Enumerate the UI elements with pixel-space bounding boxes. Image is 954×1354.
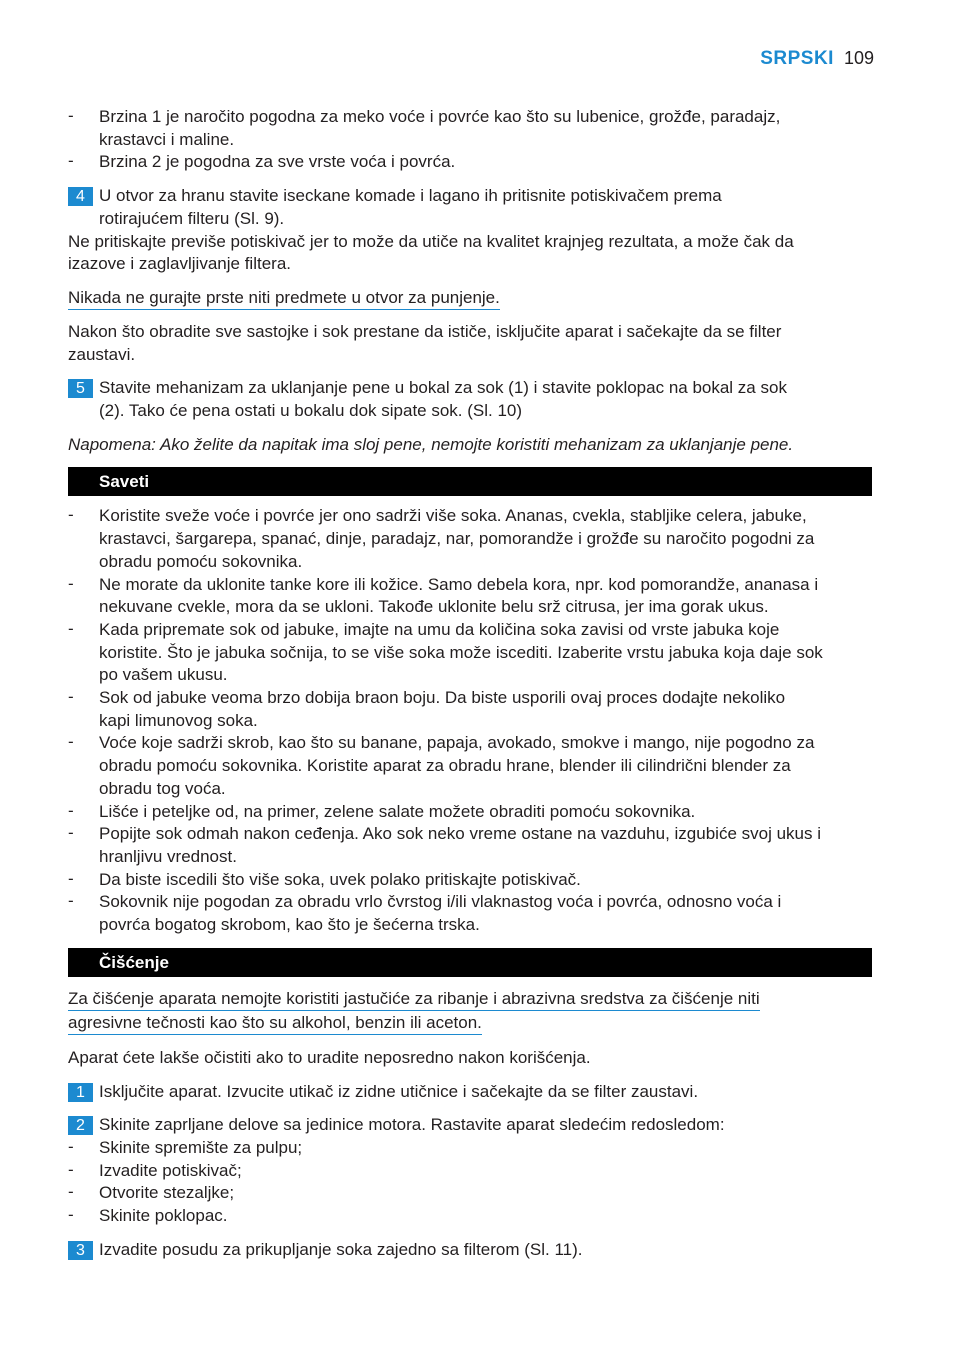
text-line: koristite. Što je jabuka sočnija, to se više soka može iscediti. Izaberite vrstu jabuka koja daje sok	[99, 642, 823, 662]
bullet-dash: -	[68, 106, 74, 125]
text-line: Skinite poklopac.	[99, 1206, 228, 1226]
step-number-badge: 2	[68, 1116, 93, 1135]
text-line: nekuvane cvekle, mora da se ukloni. Takođe uklonite belu srž citrusa, jer ima gorak ukus.	[99, 597, 769, 617]
text-line: Izvadite posudu za prikupljanje soka zajedno sa filterom (Sl. 11).	[99, 1239, 583, 1259]
bullet-dash: -	[68, 1136, 74, 1156]
bullet-dash: -	[68, 687, 74, 707]
clean-step-2	[68, 1114, 872, 1137]
text-line: Ne pritiskajte previše potiskivač jer to može da utiče na kvalitet krajnjeg rezultata, a može čak da	[68, 231, 794, 251]
text-line: Voće koje sadrži skrob, kao što su banane, papaja, avokado, smokve i mango, nije pogodno za	[99, 733, 815, 753]
list-item	[68, 687, 872, 732]
step-number-badge: 5	[68, 379, 93, 398]
bullet-dash: -	[68, 823, 74, 843]
bullet-dash: -	[68, 732, 74, 752]
bullet-dash: -	[68, 573, 74, 593]
bullet-dash: -	[68, 868, 74, 888]
bullet-dash: -	[68, 1159, 74, 1179]
bullet-dash: -	[68, 505, 74, 525]
bullet-dash: -	[68, 1182, 74, 1202]
list-item	[68, 619, 872, 687]
list-item	[68, 732, 872, 800]
section-heading-tips: Saveti	[68, 467, 872, 496]
paragraph-press	[68, 231, 872, 276]
text-line: krastavci i maline.	[99, 129, 235, 149]
list-item	[68, 505, 872, 573]
warning-text: Za čišćenje aparata nemojte koristiti jastučiće za ribanje i abrazivna sredstva za čišćenje niti	[68, 988, 760, 1011]
warning-text: agresivne tečnosti kao što su alkohol, benzin ili aceton.	[68, 1012, 482, 1035]
page-content	[68, 106, 872, 1261]
language-label: SRPSKI	[760, 48, 834, 69]
text-line: Isključite aparat. Izvucite utikač iz zidne utičnice i sačekajte da se filter zaustavi.	[99, 1081, 699, 1101]
list-item	[68, 891, 872, 936]
warning-cleaning	[68, 988, 872, 1036]
text-line: zaustavi.	[68, 344, 136, 364]
text-line: Skinite spremište za pulpu;	[99, 1137, 303, 1157]
warning-text: Nikada ne gurajte prste niti predmete u otvor za punjenje.	[68, 287, 500, 310]
step-5	[68, 377, 872, 422]
list-item	[68, 869, 872, 892]
text-line: kapi limunovog soka.	[99, 710, 258, 730]
text-line: Kada pripremate sok od jabuke, imajte na umu da količina soka zavisi od vrste jabuka koje	[99, 619, 780, 639]
page-header	[760, 48, 874, 70]
text-line: Brzina 1 je naročito pogodna za meko voće i povrće kao što su lubenice, grožđe, paradajz,	[99, 107, 781, 126]
text-line: obradu pomoću sokovnika.	[99, 551, 303, 571]
note-text: Napomena: Ako želite da napitak ima sloj pene, nemojte koristiti mehanizam za uklanjanje pene.	[68, 434, 794, 454]
text-line: Sok od jabuke veoma brzo dobija braon boju. Da biste usporili ovaj proces dodajte nekoliko	[99, 688, 786, 708]
list-item	[68, 1182, 872, 1205]
text-line: hranljivu vrednost.	[99, 846, 237, 866]
text-line: Stavite mehanizam za uklanjanje pene u bokal za sok (1) i stavite poklopac na bokal za sok	[99, 378, 787, 398]
text-line: Skinite zaprljane delove sa jedinice motora. Rastavite aparat sledećim redosledom:	[99, 1115, 725, 1135]
paragraph-clean: Aparat ćete lakše očistiti ako to uradite neposredno nakon korišćenja.	[68, 1047, 591, 1067]
bullet-dash: -	[68, 151, 74, 171]
list-item	[68, 1137, 872, 1160]
paragraph-after	[68, 321, 872, 366]
list-item	[68, 151, 872, 174]
text-line: izazove i zaglavljivanje filtera.	[68, 254, 291, 274]
list-item	[68, 1160, 872, 1183]
list-item	[68, 1205, 872, 1228]
text-line: krastavci, šargarepa, spanać, dinje, paradajz, nar, pomorandže i grožđe su naročito pogodni za	[99, 529, 815, 549]
bullet-dash: -	[68, 1205, 74, 1225]
list-item	[68, 574, 872, 619]
bullet-dash: -	[68, 618, 74, 638]
section-heading-cleaning: Čišćenje	[68, 948, 872, 977]
text-line: Koristite sveže voće i povrće jer ono sadrži više soka. Ananas, cvekla, stabljike celera, jabuke,	[99, 506, 807, 526]
clean-step-1	[68, 1081, 872, 1104]
text-line: Izvadite potiskivač;	[99, 1160, 242, 1180]
text-line: Ne morate da uklonite tanke kore ili kožice. Samo debela kora, npr. kod pomorandže, ananasa i	[99, 574, 819, 594]
page-number: 109	[843, 48, 874, 68]
step-4	[68, 185, 872, 230]
text-line: obradu pomoću sokovnika. Koristite aparat za obradu hrane, blender ili cilindrični blender za	[99, 756, 791, 776]
text-line: Da biste iscedili što više soka, uvek polako pritiskajte potiskivač.	[99, 869, 581, 889]
list-item	[68, 801, 872, 824]
text-line: (2). Tako će pena ostati u bokalu dok sipate sok. (Sl. 10)	[99, 401, 523, 421]
text-line: po vašem ukusu.	[99, 665, 228, 685]
text-line: Sokovnik nije pogodan za obradu vrlo čvrstog i/ili vlaknastog voća i povrća, odnosno voća i	[99, 892, 782, 912]
step-number-badge: 1	[68, 1083, 93, 1102]
text-line: Nakon što obradite sve sastojke i sok prestane da ističe, isključite aparat i sačekajte da se filter	[68, 321, 782, 341]
text-line: povrća bogatog skrobom, kao što je šećerna trska.	[99, 915, 480, 935]
text-line: Popijte sok odmah nakon ceđenja. Ako sok neko vreme ostane na vazduhu, izgubiće svoj ukus i	[99, 824, 821, 844]
text-line: Lišće i peteljke od, na primer, zelene salate možete obraditi pomoću sokovnika.	[99, 801, 696, 821]
bullet-dash: -	[68, 891, 74, 911]
warning-fingers	[68, 287, 872, 310]
text-line: obradu tog voća.	[99, 778, 226, 798]
text-line: rotirajućem filteru (Sl. 9).	[99, 208, 285, 228]
list-item	[68, 106, 872, 151]
text-line: U otvor za hranu stavite iseckane komade i lagano ih pritisnite potiskivačem prema	[99, 186, 722, 206]
text-line: Otvorite stezaljke;	[99, 1183, 235, 1203]
text-line: Brzina 2 je pogodna za sve vrste voća i povrća.	[99, 152, 456, 172]
tips-list	[68, 505, 872, 936]
clean-step-3	[68, 1239, 872, 1262]
step-number-badge: 4	[68, 187, 93, 206]
list-item	[68, 823, 872, 868]
step-number-badge: 3	[68, 1241, 93, 1260]
bullet-dash: -	[68, 800, 74, 820]
